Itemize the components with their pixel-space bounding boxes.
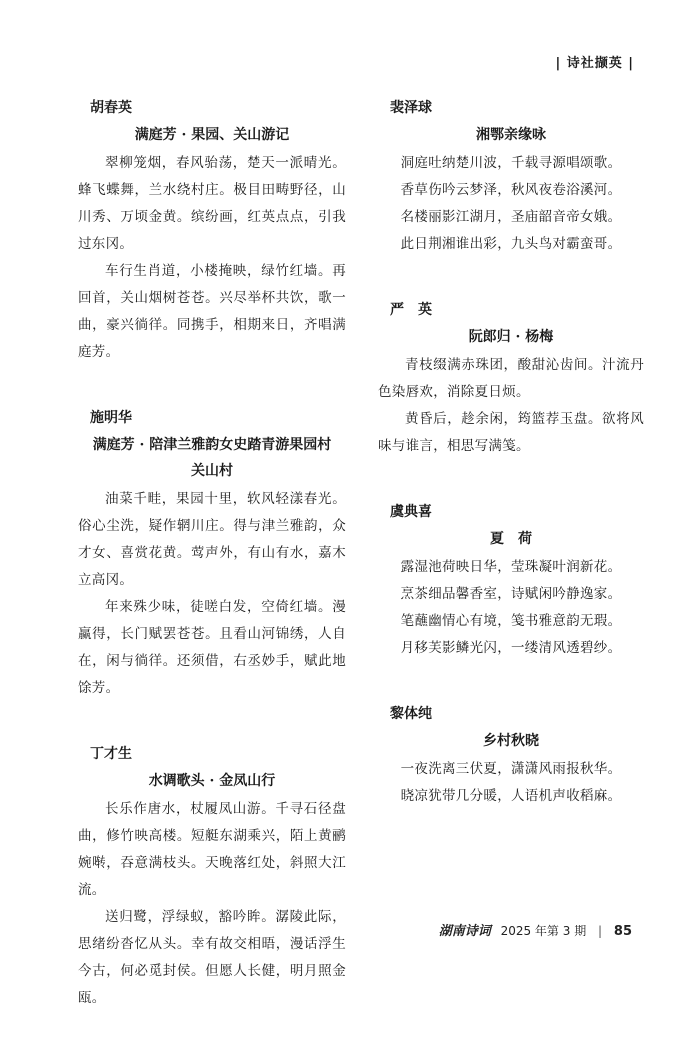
poem [78, 96, 346, 366]
poem-paragraph: 青枝缀满赤珠团，酸甜沁齿间。汁流丹色染唇欢，消除夏日烦。 [378, 357, 644, 400]
left-column [78, 96, 346, 1052]
poem-title: 阮郎归 · 杨梅 [468, 329, 554, 345]
poem-line: 名楼丽影江湖月，圣庙韶音帝女娥。 [400, 209, 622, 225]
poem-title: 水调歌头 · 金凤山行 [148, 773, 276, 789]
poem-title: 乡村秋晓 [483, 733, 539, 749]
poem-title: 湘鄂亲缘咏 [476, 127, 546, 143]
poem-line: 香草伤吟云梦泽，秋风夜卷浴溪河。 [400, 182, 622, 198]
poem [78, 742, 346, 1012]
poem-author: 胡春英 [90, 100, 132, 116]
poem-line: 晓凉犹带几分暖，人语机声收稻麻。 [400, 788, 622, 804]
poem [78, 406, 346, 702]
poem [378, 500, 644, 662]
poem-paragraph: 年来殊少味，徒嗟白发，空倚红墙。漫赢得，长门赋罢苍苍。且看山河锦绣，人自在，闲与徜徉。还须借，右丞妙手，赋此地馀芳。 [78, 599, 346, 696]
poem-paragraph: 黄昏后，趁余闲，筠篮荐玉盘。欲将风味与谁言，相思写满笺。 [378, 411, 644, 454]
poem-author: 施明华 [90, 410, 132, 426]
poem-author: 裴泽球 [390, 100, 432, 116]
poem-line: 一夜洗离三伏夏，潇潇风雨报秋华。 [400, 761, 622, 777]
poem-line: 笔蘸幽情心有境，笺书雅意韵无瑕。 [400, 613, 622, 629]
poem-title: 满庭芳 · 陪津兰雅韵女史踏青游果园村关山村 [92, 437, 332, 479]
poem-line: 此日荆湘谁出彩，九头鸟对霸蛮哥。 [400, 236, 622, 252]
poem-line: 月移芙影鳞光闪，一缕清风透碧纱。 [400, 640, 622, 656]
poem-title: 满庭芳 · 果园、关山游记 [134, 127, 290, 143]
poem-author: 丁才生 [90, 746, 132, 762]
poem-author: 黎体纯 [390, 706, 432, 722]
poem-line: 露湿池荷映日华，莹珠凝叶润新花。 [400, 559, 622, 575]
poem-title: 夏 荷 [490, 531, 532, 547]
poem-line: 烹茶细品馨香室，诗赋闲吟静逸家。 [400, 586, 622, 602]
poem [378, 702, 644, 810]
poem-paragraph: 油菜千畦，果园十里，软风轻漾春光。俗心尘洗，疑作辋川庄。得与津兰雅韵，众才女、喜赏花黄。莺声外，有山有水，嘉木立高冈。 [78, 491, 346, 588]
footer-divider: | [598, 924, 603, 938]
poem-author: 虞典喜 [390, 504, 432, 520]
poem-paragraph: 送归鹭，浮绿蚁，豁吟眸。潺陵此际，思绪纷沓忆从头。幸有故交相晤，漫话浮生今古，何必觅封侯。但愿人长健，明月照金瓯。 [78, 909, 346, 1006]
poem-paragraph: 翠柳笼烟，春风骀荡，楚天一派晴光。蜂飞蝶舞，兰水绕村庄。极目田畴野径，山川秀、万顷金黄。缤纷画，红英点点，引我过东冈。 [78, 155, 346, 252]
issue-label: 2025 年第 3 期 [500, 924, 587, 938]
page-number: 85 [613, 924, 632, 939]
poem [378, 96, 644, 258]
poem-paragraph: 长乐作唐水，杖履凤山游。千寻石径盘曲，修竹映高楼。短艇东湖乘兴，陌上黄鹂婉啭，吞意满枝头。天晚落红处，斜照大江流。 [78, 801, 346, 898]
page-footer [439, 920, 632, 939]
section-tag: | 诗社撷英 | [555, 56, 634, 71]
poem [378, 298, 644, 460]
magazine-logo: 湖南诗词 [438, 924, 491, 939]
poem-line: 洞庭吐纳楚川波，千载寻源唱颂歌。 [400, 155, 622, 171]
poem-author: 严 英 [390, 302, 432, 318]
poem-paragraph: 车行生肖道，小楼掩映，绿竹红墙。再回首，关山烟树苍苍。兴尽举杯共饮，歌一曲，豪兴徜徉。同携手，相期来日，齐唱满庭芳。 [78, 263, 346, 360]
right-column [378, 96, 644, 850]
